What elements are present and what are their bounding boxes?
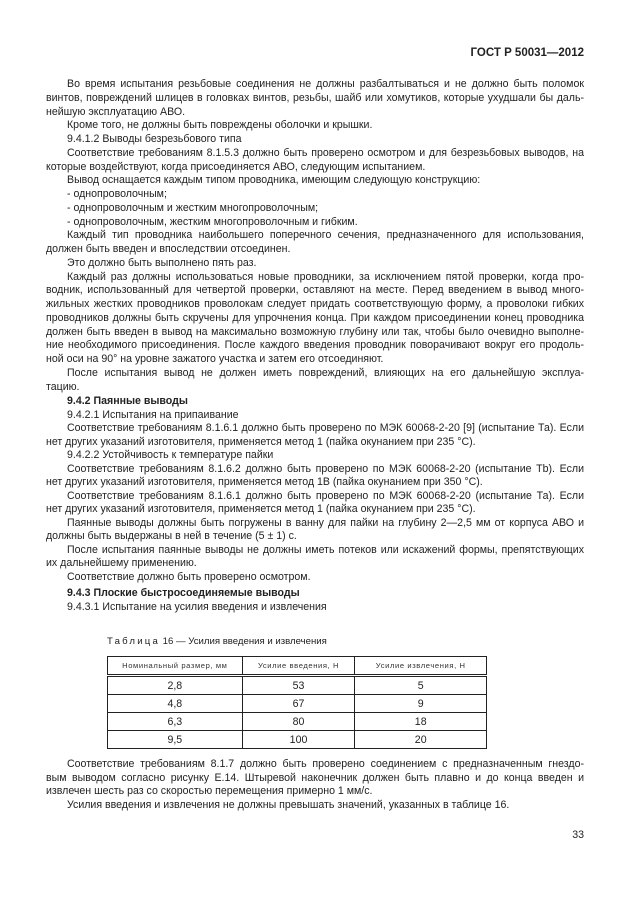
text-line: После испытания вывод не должен иметь повреждений, влияющих на его дальнейшую эксплуа- — [67, 366, 584, 379]
text-line: их дальнейшему применению. — [46, 557, 197, 569]
paragraph — [46, 600, 584, 614]
cell: 20 — [355, 731, 487, 749]
table-row — [108, 713, 487, 731]
text-line: проводников должны быть скручены для упрочнения конца. При каждом присоединении конец проводника — [46, 311, 584, 324]
paragraph — [46, 409, 584, 423]
section-soldered-terminals — [46, 395, 584, 584]
paragraph — [46, 463, 584, 490]
table-row — [108, 676, 487, 695]
text-line: Соответствие должно быть проверено осмотром. — [67, 570, 311, 583]
paragraph — [46, 147, 584, 175]
text-line: - однопроволочным; — [67, 188, 167, 200]
cell: 100 — [242, 731, 355, 749]
text-line: должен быть введен и впоследствии отсоединен. — [46, 243, 291, 255]
col-header-nominal-size: Номинальный размер, мм — [108, 657, 243, 676]
text-line: 9.4.1.2 Выводы безрезьбового типа — [67, 133, 242, 145]
text-line: - однопроволочным, жестким многопроволочным и гибким. — [67, 215, 358, 228]
text-line: Во время испытания резьбовые соединения не должны разбалтываться и не должно быть поломок — [67, 78, 584, 90]
text-line: Кроме того, не должны быть повреждены оболочки и крышки. — [67, 119, 373, 132]
text-line: нейшую эксплуатацию АВО. — [46, 105, 186, 118]
paragraph — [46, 202, 584, 216]
page-number: 33 — [572, 829, 584, 841]
cell: 18 — [355, 713, 487, 731]
table-caption — [107, 636, 327, 647]
text-line: Соответствие требованиям 8.1.6.1 должно быть проверено по МЭК 60068-2-20 (испытание Та). Если — [67, 489, 584, 502]
text-line: ние необходимого присоединения. После каждого введения проводник поворачивают вокруг его продоль- — [46, 339, 584, 352]
cell: 80 — [242, 713, 355, 731]
paragraph — [46, 571, 584, 585]
text-line: Паянные выводы должны быть погружены в ванну для пайки на глубину 2—2,5 мм от корпуса АВО и — [67, 516, 584, 529]
table-header-row — [108, 657, 487, 676]
table-row — [108, 731, 487, 749]
col-header-withdrawal-force: Усилие извлечения, Н — [355, 657, 487, 676]
text-line: нет других указаний изготовителя, применяется метод 1В (пайка окунанием при 350 °С). — [46, 476, 483, 488]
text-line: нет других указаний изготовителя, применяется метод 1 (пайка окунанием при 235 °С). — [46, 435, 476, 448]
cell: 2,8 — [108, 676, 243, 695]
cell: 9,5 — [108, 731, 243, 749]
section-heading — [46, 586, 584, 600]
text-line: 9.4.3 Плоские быстросоединяемые выводы — [67, 587, 300, 599]
section-flat-quick-connect — [46, 586, 584, 614]
paragraph — [46, 799, 584, 813]
section-terminals-screwless — [46, 78, 584, 394]
text-line: которые воздействуют, когда присоединяется АВО, следующим испытанием. — [46, 160, 426, 173]
paragraph — [46, 174, 584, 188]
paragraph — [46, 449, 584, 463]
text-line: 9.4.2 Паянные выводы — [67, 395, 188, 407]
paragraph — [46, 78, 584, 119]
cell: 5 — [355, 676, 487, 695]
text-line: Соответствие требованиям 8.1.6.1 должно быть проверено по МЭК 60068-2-20 [9] (испытание Та). Если — [67, 422, 584, 434]
text-line: жильных жестких проводников проволокам следует придать соответствующую форму, а проволоки гибких — [46, 298, 584, 310]
text-line: Вывод оснащается каждым типом проводника, имеющим следующую конструкцию: — [67, 174, 481, 187]
paragraph — [46, 216, 584, 230]
text-line: извлечен шесть раз со скоростью перемещения примерно 1 мм/с. — [46, 785, 373, 797]
text-line: Соответствие требованиям 8.1.5.3 должно быть проверено осмотром и для безрезьбовых выводов, на — [67, 146, 584, 159]
text-line: - однопроволочным и жестким многопроволочным; — [67, 201, 319, 214]
paragraph — [46, 133, 584, 147]
text-line: Каждый раз должны использоваться новые проводники, за исключением пятой проверки, когда про- — [67, 270, 584, 283]
paragraph — [46, 422, 584, 449]
section-compliance-check — [46, 758, 584, 812]
text-line: Соответствие требованиям 8.1.6.2 должно быть проверено по МЭК 60068-2-20 (испытание Tb). Если — [67, 462, 584, 475]
cell: 67 — [242, 695, 355, 713]
paragraph — [46, 544, 584, 571]
paragraph — [46, 119, 584, 133]
cell: 6,3 — [108, 713, 243, 731]
paragraph — [46, 367, 584, 395]
table-caption-title: 16 — Усилия введения и извлечения — [160, 636, 327, 647]
text-line: нет других указаний изготовителя, применяется метод 1 (пайка окунанием при 235 °С). — [46, 503, 476, 515]
text-line: 9.4.2.2 Устойчивость к температуре пайки — [67, 449, 274, 461]
text-line: Соответствие требованиям 8.1.7 должно быть проверено соединением с предназначенным гнездо- — [67, 758, 584, 770]
cell: 9 — [355, 695, 487, 713]
col-header-insertion-force: Усилие введения, Н — [242, 657, 355, 676]
text-line: Каждый тип проводника наибольшего поперечного сечения, предназначенного для использования, — [67, 229, 584, 242]
text-line: винтов, повреждений шлицев в головках винтов, резьбы, шайб или хомутиков, которые ухудшали бы даль- — [46, 91, 584, 104]
text-line: Это должно быть выполнено пять раз. — [67, 256, 257, 269]
paragraph — [46, 758, 584, 799]
text-line: водник, использованный для четвертой проверки, оставляют на месте. Перед введением в вывод много- — [46, 284, 584, 297]
paragraph — [46, 257, 584, 271]
document-code-header: ГОСТ Р 50031—2012 — [470, 47, 584, 59]
paragraph — [46, 517, 584, 544]
text-line: После испытания паянные выводы не должны иметь потеков или искажений формы, препятствующих — [67, 543, 584, 556]
paragraph — [46, 271, 584, 367]
cell: 4,8 — [108, 695, 243, 713]
text-line: Усилия введения и извлечения не должны превышать значений, указанных в таблице 16. — [67, 798, 510, 811]
section-heading — [46, 395, 584, 409]
text-line: 9.4.2.1 Испытания на припаивание — [67, 408, 239, 421]
cell: 53 — [242, 676, 355, 695]
table-caption-label: Таблица — [107, 636, 161, 647]
text-line: тацию. — [46, 380, 80, 393]
forces-table — [107, 656, 487, 749]
paragraph — [46, 188, 584, 202]
paragraph — [46, 229, 584, 257]
text-line: ной оси на 90° на уровне зажатого участка и затем его отсоединяют. — [46, 353, 384, 365]
text-line: 9.4.3.1 Испытание на усилия введения и извлечения — [67, 601, 327, 613]
table-row — [108, 695, 487, 713]
text-line: должны быть выдержаны в ней в течение (5 ± 1) с. — [46, 530, 297, 542]
text-line: вым выводом согласно рисунку Е.14. Штыревой наконечник должен быть плавно и до конца введен и — [46, 771, 584, 784]
paragraph — [46, 490, 584, 517]
text-line: должен быть введен в вывод на максимально возможную глубину или так, чтобы было очевидно выполне- — [46, 325, 584, 338]
